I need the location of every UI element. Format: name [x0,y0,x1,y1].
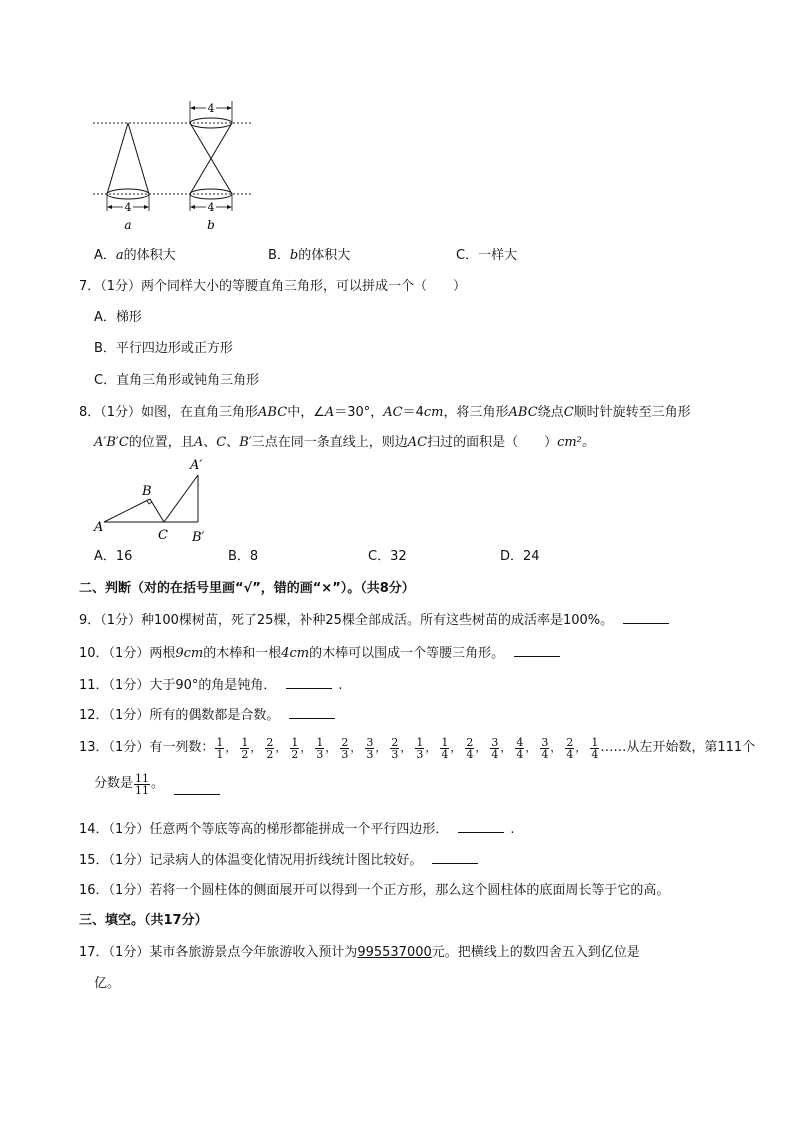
fraction-denominator: 4 [466,747,474,761]
q12: 12．（1分）所有的偶数都是合数。 [79,706,335,725]
fraction-denominator: 3 [316,747,324,761]
separator: ， [575,741,587,754]
cone-b-top-dim: 4 [207,102,215,115]
separator: ， [525,741,537,754]
fraction-denominator: 4 [516,747,524,761]
fraction-numerator: 2 [466,735,474,749]
cone-a-dim: 4 [124,201,132,214]
fraction-denominator: 3 [341,747,349,761]
sequence-fraction [315,737,324,760]
vertex-b: B [142,484,152,499]
cone-figure [88,98,258,238]
answer-blank[interactable] [514,644,560,657]
fraction-numerator: 3 [366,735,374,749]
fraction-numerator: 2 [391,735,399,749]
fraction-numerator: 4 [516,735,524,749]
sequence-fraction [540,737,549,760]
fraction-numerator: 2 [266,735,274,749]
separator: ， [225,741,237,754]
answer-blank[interactable] [458,820,504,833]
fraction-denominator: 4 [541,747,549,761]
vertex-c: C [158,528,168,543]
sequence-fraction [590,737,599,760]
triangle-figure [88,455,228,545]
sequence-fraction [390,737,399,760]
q6-option-a: A．a的体积大 [94,248,176,263]
vertex-a: A [94,520,104,535]
sequence-fraction [440,737,449,760]
answer-blank[interactable] [286,676,332,689]
section-2-title: 二、判断（对的在括号里画“√”，错的画“×”）。（共8分） [79,581,415,596]
q7-stem: 7．（1分）两个同样大小的等腰直角三角形，可以拼成一个（ ） [79,279,467,294]
cone-b-bottom-dim: 4 [207,201,215,214]
q6-option-b: B．b的体积大 [268,248,351,263]
q6-option-c: C．一样大 [456,248,518,263]
q8-option-d: D．24 [500,549,540,564]
sequence-fraction [515,737,524,760]
q9: 9．（1分）种100棵树苗，死了25棵，补种25棵全部成活。所有这些树苗的成活率是100%。 [79,611,669,630]
separator: ， [550,741,562,754]
vertex-b-prime: B′ [192,530,205,545]
q10: 10．（1分）两根9cm的木棒和一根4cm的木棒可以围成一个等腰三角形。 [79,644,560,663]
separator: ， [350,741,362,754]
q8-stem-line1: 8．（1分）如图，在直角三角形ABC中，∠A＝30°，AC＝4cm，将三角形ABC绕点C顺时针旋转至三角形 [79,405,691,420]
sequence-fraction [415,737,424,760]
separator: ， [250,741,262,754]
q14: 14．（1分）任意两个等底等高的梯形都能拼成一个平行四边形． . [79,822,515,837]
q7-option-a: A．梯形 [94,310,142,325]
fraction-numerator: 1 [416,735,424,749]
q11: 11．（1分）大于90°的角是钝角． . [79,678,343,693]
vertex-a-prime: A′ [190,458,203,473]
sequence-fraction [215,737,224,760]
separator: ， [500,741,512,754]
q13-line2: 分数是 $\frac{11}{11}$ 。 [94,768,220,800]
separator: ， [325,741,337,754]
section-3-title: 三、填空。（共17分） [79,913,208,928]
q8-option-a: A．16 [94,549,133,564]
fraction-sequence [214,732,600,764]
fraction-denominator: 4 [566,747,574,761]
fraction-numerator: 1 [591,735,599,749]
answer-blank[interactable] [623,611,669,624]
separator: ， [275,741,287,754]
separator: ， [375,741,387,754]
fraction-numerator: 1 [316,735,324,749]
separator: ， [450,741,462,754]
sequence-fraction [565,737,574,760]
fraction-denominator: 1 [216,747,224,761]
fraction-denominator: 3 [391,747,399,761]
sequence-fraction [265,737,274,760]
fraction-numerator: 2 [341,735,349,749]
separator: ， [400,741,412,754]
fraction-denominator: 3 [416,747,424,761]
fraction-numerator: 1 [241,735,249,749]
q8-option-c: C．32 [368,549,407,564]
q17-line1: 17．（1分）某市各旅游景点今年旅游收入预计为995537000元。把横线上的数四舍五入到亿位是 [79,945,640,960]
fraction-numerator: 3 [491,735,499,749]
fraction-denominator: 2 [291,747,299,761]
q17-line2: 亿。 [94,976,121,991]
fraction-numerator: 2 [566,735,574,749]
underlined-number: 995537000 [357,945,432,960]
sequence-fraction [465,737,474,760]
fraction-denominator: 4 [441,747,449,761]
fraction-denominator: 3 [366,747,374,761]
sequence-fraction [340,737,349,760]
fraction-numerator: 3 [541,735,549,749]
q8-option-b: B．8 [228,549,259,564]
q8-stem-line2: A′B′C的位置，且A、C、B′三点在同一条直线上，则边AC扫过的面积是（ ）cm²。 [94,435,595,450]
separator: ， [475,741,487,754]
separator: ， [300,741,312,754]
fraction-numerator: 1 [291,735,299,749]
answer-blank[interactable] [174,782,220,795]
q13-line1: 13．（1分）有一列数： $\frac{1}{1}$ ， $\frac{1}{2}$ ， $\frac{2}{2}$ ， $\frac{1}{2}$ ， $\frac{1}{3}$ ， $\frac{2}{3}$ ， $\frac{3}{3}$ ， $\frac{2}{3}$ ， $\frac{1}{3}$ ， $\frac{1}{4}$ ， $\frac{2}{4}$ ， $\frac{3}{4}$ ， $\frac{4}{4}$ ， $\frac{3}{4}$ ， $\frac{2}{4}$ ， $\frac{1}{4}$ ……从左开始数，第111个 [79,732,755,764]
target-fraction: $\frac{11}{11}$ [135,771,150,797]
q7-option-b: B．平行四边形或正方形 [94,341,233,356]
cone-a-label: a [124,218,132,232]
answer-blank[interactable] [432,851,478,864]
sequence-fraction [365,737,374,760]
sequence-fraction [490,737,499,760]
sequence-fraction [290,737,299,760]
q16: 16．（1分）若将一个圆柱体的侧面展开可以得到一个正方形，那么这个圆柱体的底面周长等于它的高。 [79,883,670,898]
separator: ， [425,741,437,754]
q7-option-c: C．直角三角形或钝角三角形 [94,373,260,388]
q15: 15．（1分）记录病人的体温变化情况用折线统计图比较好。 [79,851,478,870]
cone-b-label: b [207,218,215,232]
fraction-denominator: 4 [491,747,499,761]
fraction-numerator: 1 [441,735,449,749]
sequence-fraction [240,737,249,760]
fraction-numerator: 1 [216,735,224,749]
fraction-denominator: 4 [591,747,599,761]
fraction-denominator: 2 [266,747,274,761]
fraction-denominator: 2 [241,747,249,761]
answer-blank[interactable] [289,706,335,719]
